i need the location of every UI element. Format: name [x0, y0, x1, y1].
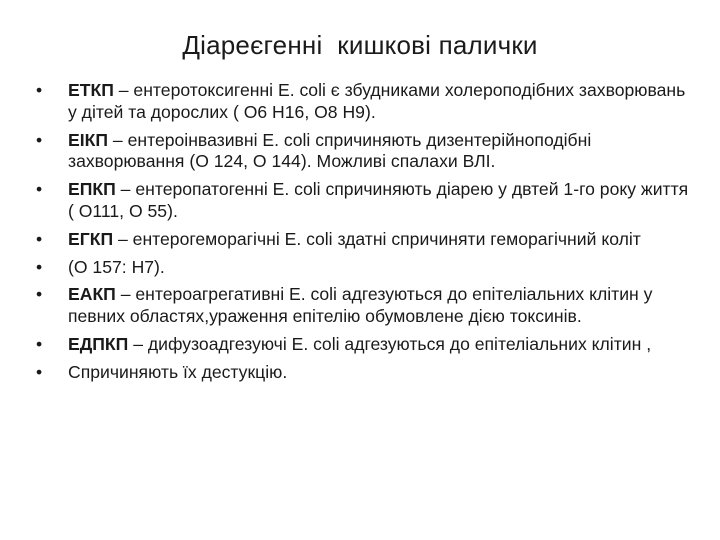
bullet-term: ЕГКП	[68, 228, 114, 249]
bullet-icon: •	[36, 129, 43, 150]
bullet-term: ЕІКП	[68, 129, 109, 150]
bullet-icon: •	[36, 179, 43, 200]
bullet-item-edpkp	[36, 334, 696, 356]
bullet-text: – ентерогеморагічні E. coli здатні спричиняти геморагічний коліт	[113, 228, 641, 249]
bullet-item-serotype	[36, 257, 696, 279]
bullet-icon: •	[36, 361, 43, 382]
bullet-text: (O 157: H7).	[68, 256, 165, 277]
bullet-item-eakp	[36, 284, 696, 328]
bullet-term: ЕАКП	[68, 284, 116, 305]
bullet-icon: •	[36, 80, 43, 100]
bullet-icon: •	[36, 284, 43, 305]
bullet-icon: •	[36, 256, 43, 277]
bullet-text: – ентеротоксигенні E. coli є збудниками холероподібних захворювань у дітей та дорослих ( O6 H16, O8 H9).	[68, 80, 686, 122]
bullet-text: Спричиняють їх дестукцію.	[68, 361, 288, 382]
bullet-item-destruction	[36, 362, 696, 384]
bullet-text: – ентеропатогенні E. coli спричиняють діарею у двтей 1-го року життя ( O111, O 55).	[68, 179, 689, 221]
bullet-list	[36, 80, 696, 390]
slide-title: Діареєгенні кишкові палички	[182, 30, 538, 60]
bullet-icon: •	[36, 333, 43, 354]
bullet-item-eikp	[36, 130, 696, 174]
bullet-item-etkp	[36, 80, 696, 124]
bullet-term: ЕПКП	[68, 179, 116, 200]
bullet-text: – дифузоадгезуючі E. coli адгезуються до епітеліальних клітин ,	[128, 333, 652, 354]
bullet-item-egkp	[36, 229, 696, 251]
bullet-term: ЕТКП	[68, 80, 114, 100]
bullet-text: – ентероінвазивні E. coli спричиняють дизентерійноподібні захворювання (O 124, O 144). Можливі спалахи ВЛІ.	[68, 129, 592, 172]
bullet-text: – ентероагрегативні E. coli адгезуються до епітеліальних клітин у певних областях,ураження епітелію обумовлене дією токсинів.	[68, 284, 653, 327]
bullet-item-epkp	[36, 179, 696, 223]
bullet-icon: •	[36, 228, 43, 249]
bullet-term: ЕДПКП	[68, 333, 129, 354]
